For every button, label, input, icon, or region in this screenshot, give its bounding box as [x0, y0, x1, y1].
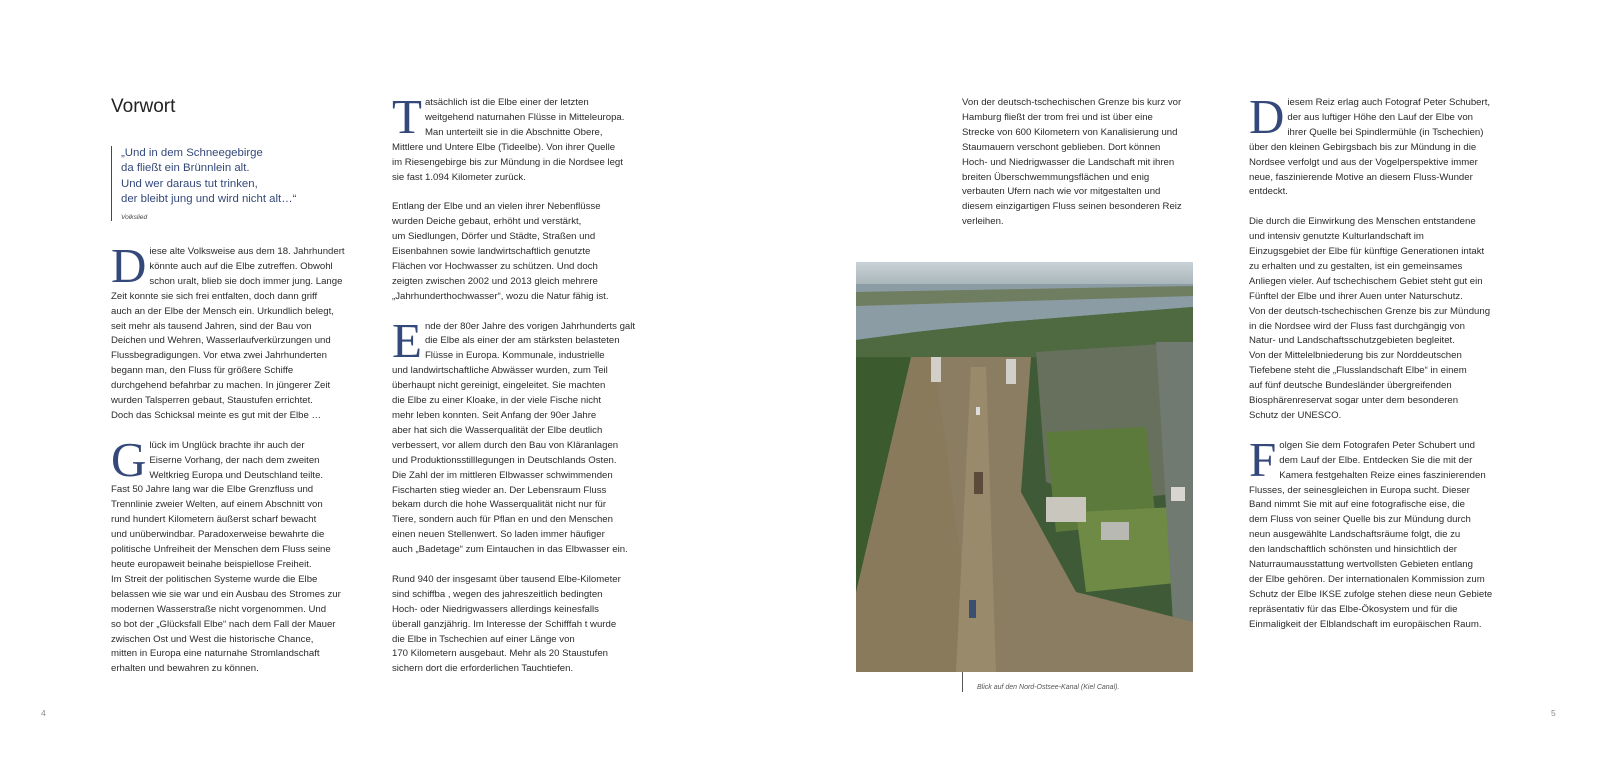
paragraph [1249, 431, 1499, 633]
photo-caption: Blick auf den Nord-Ostsee-Kanal (Kiel Canal). [977, 684, 1120, 691]
epigraph-source: Volkslied [121, 213, 148, 221]
paragraph-text: atsächlich ist die Elbe einer der letzten weitgehend naturnahen Flüsse in Mitteleuropa. Man unterteilt sie in die Abschnitte Obere, Mittlere und Untere Elbe (Tideelbe). Von ihrer Quelle im Riesengebirge bis zur Mündung in die Nordsee legt sie fast 1.094 Kilometer zurück. [392, 97, 625, 183]
drop-cap: G [111, 431, 147, 487]
paragraph-text: olgen Sie dem Fotografen Peter Schubert und dem Lauf der Elbe. Entdecken Sie die mit der Kamera festgehalten Reize eines faszinierenden Flusses, der seinesgleichen in Europa sucht. Dieser Band nimmt Sie mit auf eine fotografische eise, die dem Fluss von seiner Quelle bis zur Mündung durch neun ausgewählte Landschaftsräume folgt, die zu den landschaftlich schönsten und hinsichtlich der Naturraumausstattung wertvollsten Gebieten entlang der Elbe gehören. Der internationalen Kommission zum Schutz der Elbe IKSE zufolge stehen diese neun Gebiete repräsentativ für das Elbe-Ökosystem und für die Einmaligkeit der Elblandschaft im europäischen Raum. [1249, 439, 1493, 630]
paragraph-text: Von der deutsch-tschechischen Grenze bis kurz vor Hamburg fließt der trom frei und ist über eine Strecke von 600 Kilometern von Kanalisierung und Staumauern verschont geblieben. Dort können Hoch- und Niedrigwasser die Landschaft mit ihren breiten Überschwemmungsflächen und enig verbauten Ufern nach wie vor mitgestalten und diesem einzigartigen Fluss seinen besonderen Reiz verleihen. [962, 97, 1182, 228]
paragraph [392, 200, 640, 304]
epigraph-text: „Und in dem Schneegebirge da fließt ein Brünnlein alt. Und wer daraus tut trinken, der bleibt jung und wird nicht alt…“ [121, 147, 297, 206]
paragraph-text: iesem Reiz erlag auch Fotograf Peter Schubert, der aus luftiger Höhe den Lauf der Elbe von ihrer Quelle bei Spindlermühle (in Tschechien) über den kleinen Gebirgsbach bis zur Mündung in die Nordsee verfolgt und aus der Vogelperspektive immer neue, faszinierende Motive an diesem Fluss-Wunder entdeckt. [1249, 97, 1491, 198]
paragraph-text: Entlang der Elbe und an vielen ihrer Nebenflüsse wurden Deiche gebaut, erhöht und verstärkt, um Siedlungen, Dörfer und Städte, Straßen und Eisenbahnen sowie landwirtschaftlich genutzte Flächen vor Hochwasser zu schützen. Und doch zeigten zwischen 2002 und 2013 gleich mehrere „Jahrhunderthochwasser“, wozu die Natur fähig ist. [392, 201, 609, 302]
drop-cap: D [111, 238, 147, 293]
text-column-3 [962, 96, 1202, 245]
drop-cap: F [1249, 431, 1277, 487]
paragraph-text: Die durch die Einwirkung des Menschen entstandene und intensiv genutzte Kulturlandschaft im Einzugsgebiet der Elbe für künftige Generationen intakt zu erhalten und zu gestalten, ist ein gemeinsames Anliegen vieler. Auf tschechischem Gebiet steht gut ein Fünftel der Elbe und ihrer Auen unter Naturschutz. Von der deutsch-tschechischen Grenze bis zur Mündung in die Nordsee wird der Fluss fast durchgängig von Natur- und Landschaftsschutzgebieten begleitet. Von der Mittelelbniederung bis zur Norddeutschen Tiefebene steht die „Flusslandschaft Elbe“ in einem auf fünf deutsche Bundesländer übergreifenden Biosphärenreservat sogar unter dem besonderen Schutz der UNESCO. [1249, 216, 1491, 422]
aerial-photo-kiel-canal [856, 262, 1193, 672]
text-column-2 [392, 89, 640, 692]
paragraph [111, 238, 347, 424]
paragraph [392, 89, 640, 185]
paragraph [1249, 89, 1499, 200]
paragraph [392, 312, 640, 559]
text-column-4 [1249, 89, 1499, 647]
drop-cap: T [392, 89, 422, 144]
page-number-left: 4 [41, 708, 46, 718]
epigraph [111, 146, 351, 221]
paragraph [392, 573, 640, 677]
paragraph [962, 96, 1202, 230]
paragraph-text: Rund 940 der insgesamt über tausend Elbe-Kilometer sind schiffba , wegen des jahreszeitlich bedingten Hoch- oder Niedrigwassers allerdings keinesfalls überall ganzjährig. Im Interesse der Schifffah t wurde die Elbe in Tschechien auf einer Länge von 170 Kilometern ausgebaut. Mehr als 20 Staustufen sichern dort die erforderlichen Tauchtiefen. [392, 573, 621, 675]
page-title: Vorwort [111, 96, 176, 117]
drop-cap: D [1249, 89, 1285, 144]
paragraph-text: nde der 80er Jahre des vorigen Jahrhunderts galt die Elbe als einer der am stärksten belasteten Flüsse in Europa. Kommunale, industrielle und landwirtschaftliche Abwässer wurden, zum Teil überhaupt nicht gereinigt, eingeleitet. Sie machten die Elbe zu einer Kloake, in der viele Fische nicht mehr leben konnten. Seit Anfang der 90er Jahre aber hat sich die Wasserqualität der Elbe deutlich verbessert, vor allem durch den Bau von Kläranlagen und Produktionsstilllegungen in Deutschlands Osten. Die Zahl der im mittleren Elbwasser schwimmenden Fischarten stieg wieder an. Der Lebensraum Fluss bekam durch die hohe Wasserqualität nicht nur für Tiere, sondern auch für Pflan en und den Menschen einen neuen Stellenwert. So laden immer häufiger auch „Badetage“ zum Eintauchen in das Elbwasser ein. [392, 320, 636, 556]
drop-cap: E [392, 312, 422, 368]
paragraph-text: iese alte Volksweise aus dem 18. Jahrhundert könnte auch auf die Elbe zutreffen. Obwohl schon uralt, blieb sie doch immer jung. Lange Zeit konnte sie sich frei entfalten, doch dann griff auch an der Elbe der Mensch ein. Urkundlich belegt, seit mehr als tausend Jahren, sind der Bau von Deichen und Wehren, Wasserlaufverkürzungen und Flussbegradigungen. Vor etwa zwei Jahrhunderten begann man, den Fluss für größere Schiffe durchgehend befahrbar zu machen. In jüngerer Zeit wurden Talsperren gebaut, Staustufen errichtet. Doch das Schicksal meinte es gut mit der Elbe … [111, 246, 345, 421]
aerial-photo-illustration [856, 262, 1193, 672]
caption-rule [962, 672, 963, 692]
paragraph [111, 431, 347, 678]
paragraph-text: lück im Unglück brachte ihr auch der Eiserne Vorhang, der nach dem zweiten Weltkrieg Europa und Deutschland teilte. Fast 50 Jahre lang war die Elbe Grenzfluss und Trennlinie zweier Welten, auf einem Abschnitt von rund hundert Kilometern äußerst scharf bewacht und unüberwindbar. Paradoxerweise bewahrte die politische Unfreiheit der Menschen dem Fluss seine heute europaweit beinahe beispiellose Freiheit. Im Streit der politischen Systeme wurde die Elbe belassen wie sie war und ein Ausbau des Stromes zur modernen Wasserstraße nicht vorgenommen. Und so bot der „Glücksfall Elbe“ nach dem Fall der Mauer zwischen Ost und West die historische Chance, mitten in Europa eine naturnahe Stromlandschaft erhalten und bewahren zu können. [111, 439, 341, 675]
paragraph [1249, 215, 1499, 424]
text-column-1 [111, 238, 347, 692]
page-number-right: 5 [1551, 708, 1556, 718]
